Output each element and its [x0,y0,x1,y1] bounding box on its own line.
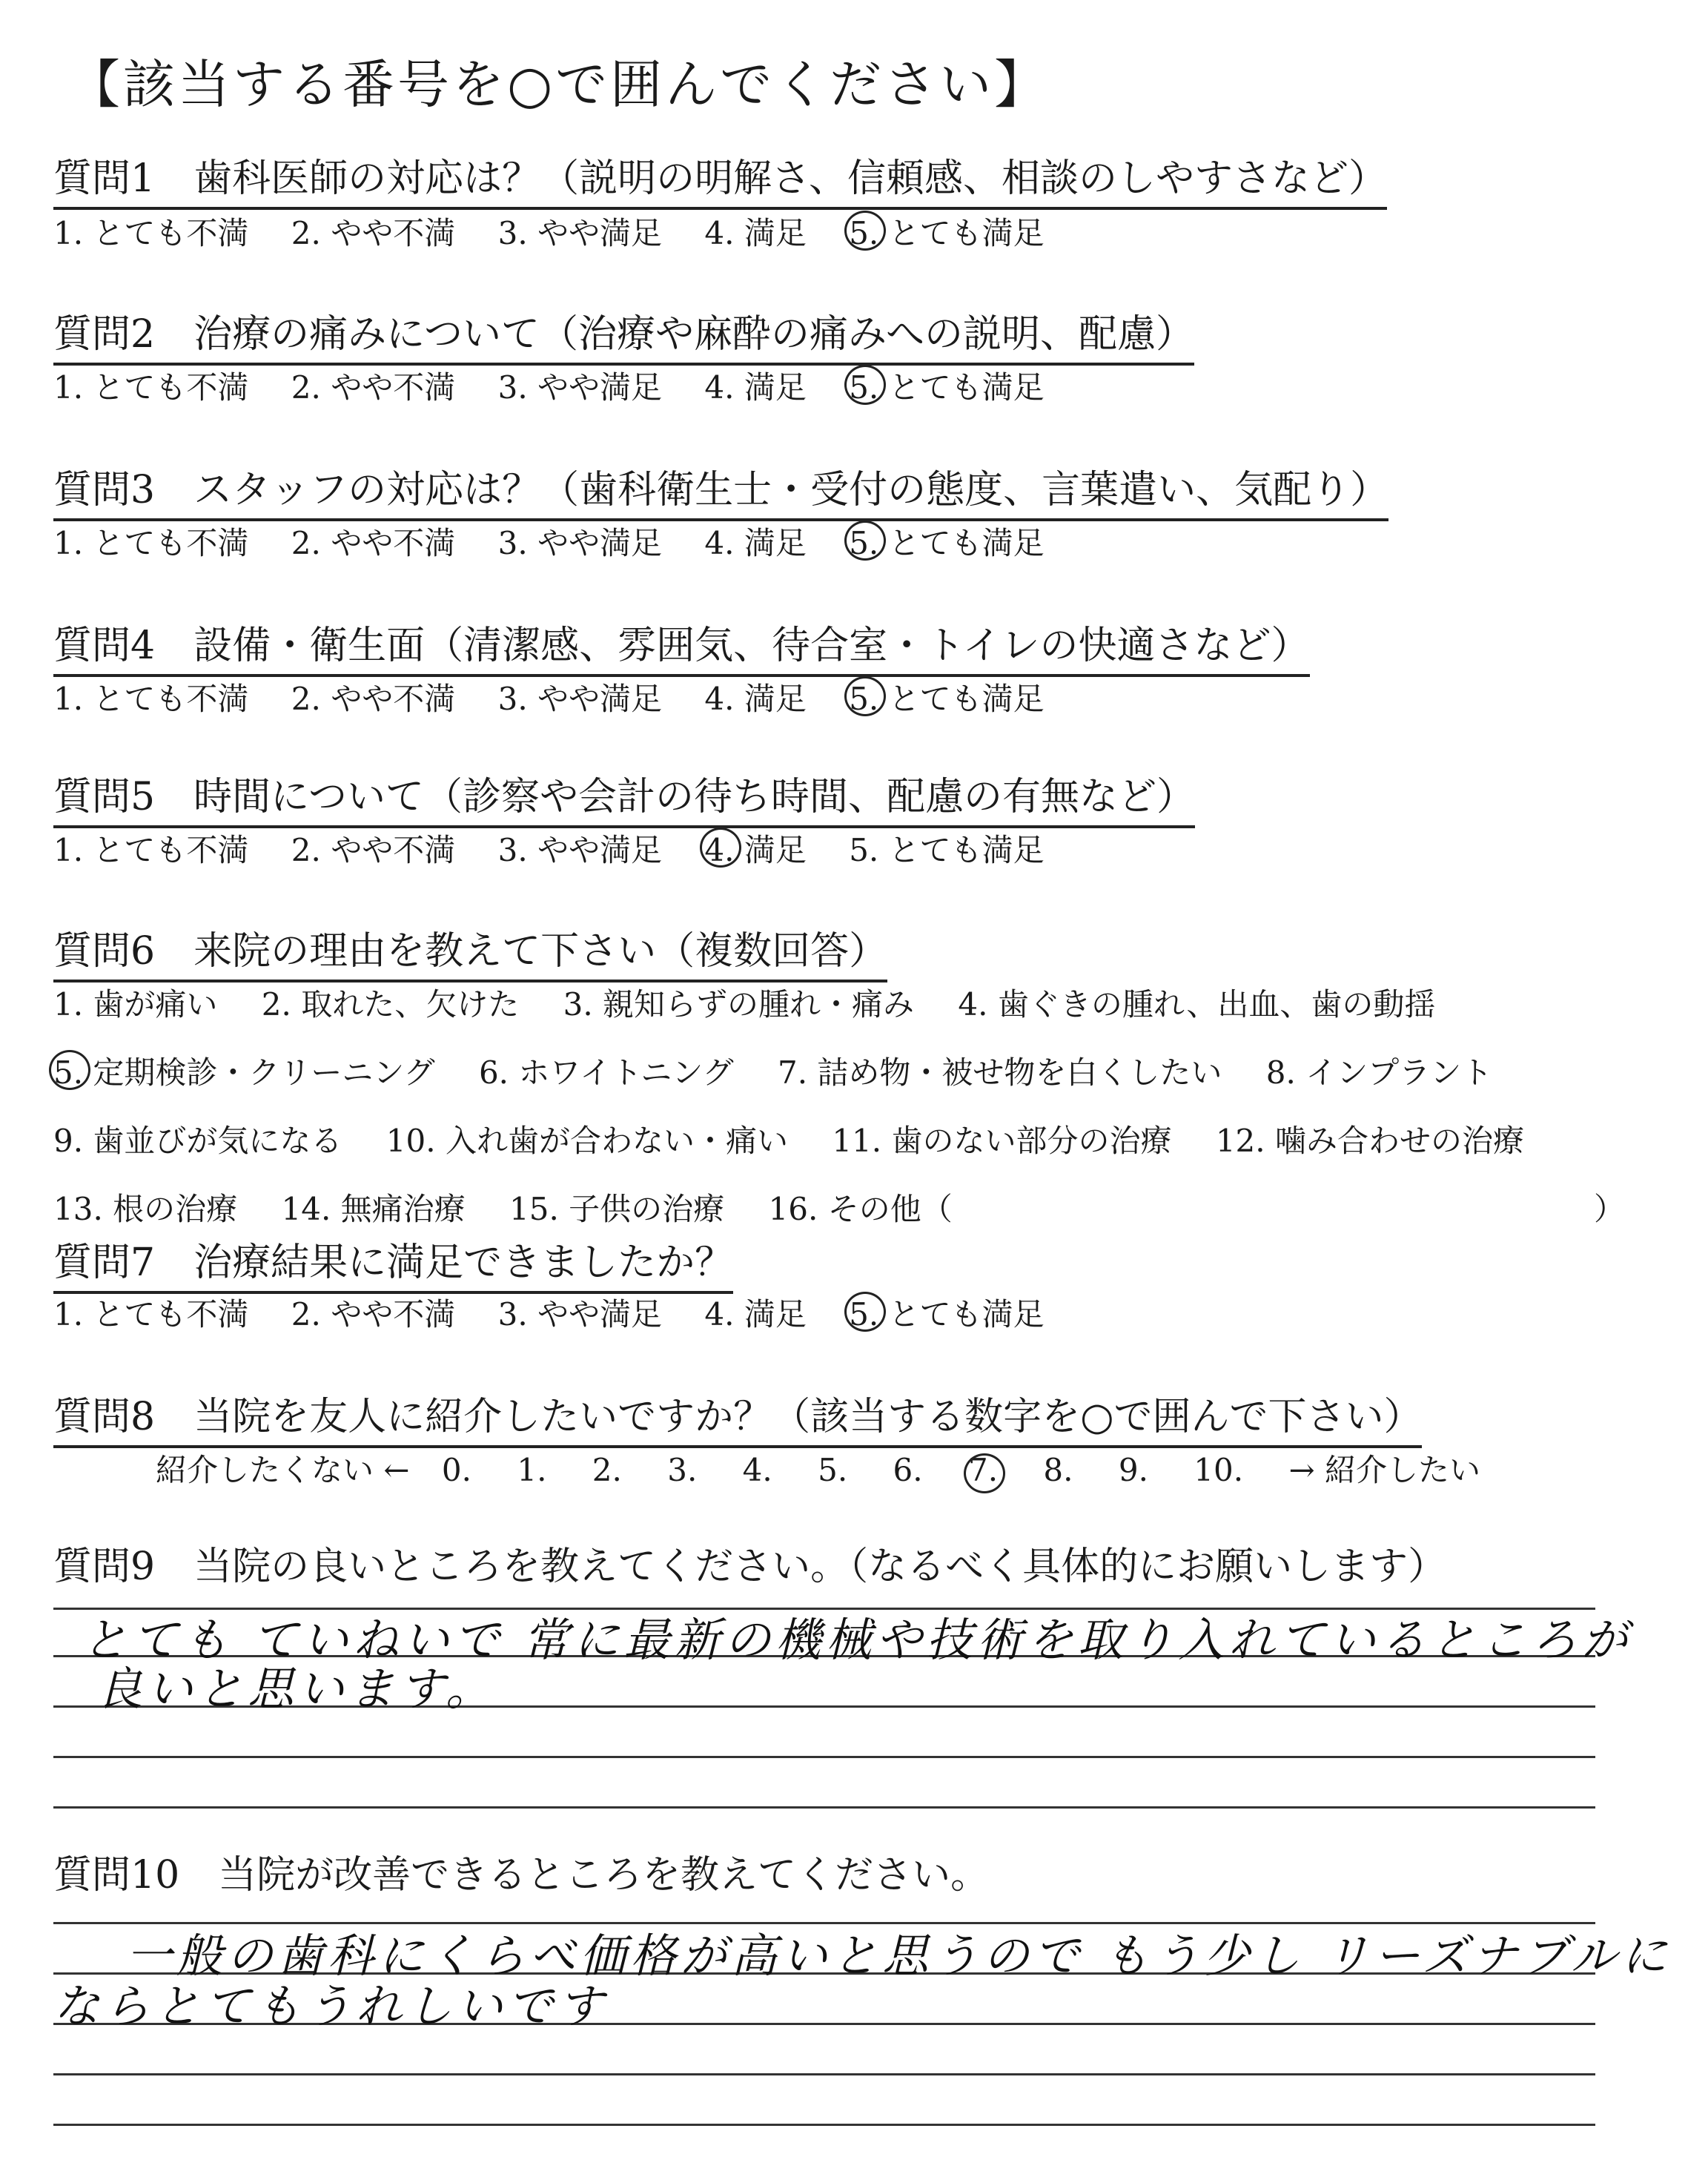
answer-line [53,2124,1595,2126]
option[interactable]: 3. やや満足 [497,215,663,251]
answer-line [53,1756,1595,1758]
option[interactable]: 4. 満足 [704,525,807,561]
nps-option[interactable]: 7. [967,1452,999,1488]
option[interactable]: 3. やや満足 [497,681,663,717]
reason-option[interactable]: 8. インプラント [1265,1054,1493,1091]
q9-answer-line-1[interactable]: とても ていねいで 常に最新の機械や技術を取り入れているところが [82,1613,1632,1667]
option[interactable]: 2. やや不満 [291,369,456,406]
question-10: 質問10 当院が改善できるところを教えてください。 [53,1853,990,1898]
reason-option[interactable]: 16. その他（ [768,1191,953,1227]
reason-option[interactable]: 12. 噛み合わせの治療 [1215,1123,1524,1159]
option[interactable]: 5. とても満足 [849,519,1044,564]
question-2-options [53,363,1077,408]
nps-option[interactable]: 0. [441,1452,471,1488]
option[interactable]: 3. やや満足 [497,525,663,561]
nps-left-label: 紹介したくない ← [156,1452,410,1488]
option[interactable]: 2. やや不満 [291,832,456,868]
reason-row [53,1117,1558,1185]
reason-option[interactable]: 13. 根の治療 [53,1191,238,1227]
answer-line [53,1806,1595,1809]
question-5: 質問5 時間について（診察や会計の待ち時間、配慮の有無など） [53,765,1195,828]
option[interactable]: 2. やや不満 [291,215,456,251]
option[interactable]: 5. とても満足 [849,1290,1044,1335]
nps-option[interactable]: 1. [517,1452,547,1488]
option[interactable]: 4. 満足 [704,215,807,251]
option[interactable]: 4. 満足 [704,826,806,871]
option[interactable]: 3. やや満足 [497,369,663,406]
reason-option[interactable]: 9. 歯並びが気になる [53,1123,342,1159]
nps-option[interactable]: 9. [1118,1452,1148,1488]
option[interactable]: 2. やや不満 [291,1296,456,1332]
reason-option[interactable]: 5. 定期検診・クリーニング [53,1048,435,1093]
option[interactable]: 1. とても不満 [53,832,249,868]
reason-option[interactable]: 4. 歯ぐきの腫れ、出血、歯の動揺 [958,986,1436,1023]
nps-option[interactable]: 3. [667,1452,698,1488]
nps-scale [156,1446,1503,1490]
page-title: 【該当する番号を○で囲んでください】 [68,54,1050,115]
question-4-options [53,675,1077,719]
q10-answer-line-2[interactable]: ならとてもうれしいです [53,1979,609,2033]
option[interactable]: 1. とても不満 [53,525,249,561]
question-7: 質問7 治療結果に満足できましたか？ [53,1231,733,1294]
question-7-options [53,1290,1077,1335]
option[interactable]: 5. とても満足 [849,363,1044,408]
reason-option[interactable]: 6. ホワイトニング [478,1054,734,1091]
question-9: 質問9 当院の良いところを教えてください。（なるべく具体的にお願いします） [53,1545,1447,1589]
option[interactable]: 3. やや満足 [497,1296,663,1332]
question-8: 質問8 当院を友人に紹介したいですか？（該当する数字を○で囲んで下さい） [53,1385,1422,1448]
reason-option[interactable]: 7. 詰め物・被せ物を白くしたい [777,1054,1222,1091]
question-1-options [53,209,1077,254]
reason-option[interactable]: 1. 歯が痛い [53,986,218,1023]
q10-answer-line-1[interactable]: 一般の歯科にくらべ価格が高いと思うので もう少し リーズナブルに [126,1929,1672,1983]
question-6-options [53,980,1558,1253]
reason-option[interactable]: 2. 取れた、欠けた [261,986,520,1023]
nps-option[interactable]: 8. [1043,1452,1073,1488]
option[interactable]: 1. とても不満 [53,1296,249,1332]
nps-option[interactable]: 5. [818,1452,848,1488]
nps-option[interactable]: 4. [742,1452,772,1488]
reason-option[interactable]: 11. 歯のない部分の治療 [832,1123,1172,1159]
question-1: 質問1 歯科医師の対応は？（説明の明解さ、信頼感、相談のしやすさなど） [53,147,1387,210]
nps-option[interactable]: 2. [592,1452,622,1488]
question-3-options [53,519,1077,564]
option[interactable]: 4. 満足 [704,681,807,717]
reason-option[interactable]: 14. 無痛治療 [281,1191,466,1227]
question-6: 質問6 来院の理由を教えて下さい（複数回答） [53,919,887,982]
question-2: 質問2 治療の痛みについて（治療や麻酔の痛みへの説明、配慮） [53,303,1194,366]
option[interactable]: 5. とても満足 [849,675,1044,719]
option[interactable]: 4. 満足 [704,369,807,406]
question-4: 質問4 設備・衛生面（清潔感、雰囲気、待合室・トイレの快適さなど） [53,614,1310,677]
answer-line [53,2073,1595,2075]
option[interactable]: 3. やや満足 [497,832,663,868]
option[interactable]: 5. とても満足 [849,832,1045,868]
option[interactable]: 2. やや不満 [291,681,456,717]
option[interactable]: 5. とても満足 [849,209,1044,254]
option[interactable]: 1. とても不満 [53,681,249,717]
reason-option[interactable]: 3. 親知らずの腫れ・痛み [563,986,915,1023]
reason-option[interactable]: 15. 子供の治療 [509,1191,725,1227]
question-3: 質問3 スタッフの対応は？（歯科衛生士・受付の態度、言葉遣い、気配り） [53,458,1388,521]
reason-row [53,980,1558,1048]
q9-answer-line-2[interactable]: 良いと思います。 [96,1662,497,1716]
reason-option[interactable]: 10. 入れ歯が合わない・痛い [385,1123,788,1159]
option[interactable]: 1. とても不満 [53,369,249,406]
nps-right-label: → 紹介したい [1288,1452,1480,1488]
nps-option[interactable]: 6. [893,1452,923,1488]
nps-option[interactable]: 10. [1194,1452,1244,1488]
reason-row [53,1048,1558,1117]
option[interactable]: 1. とても不満 [53,215,249,251]
other-close-paren: ） [1594,1191,1626,1227]
option[interactable]: 4. 満足 [704,1296,807,1332]
question-5-options [53,826,1077,871]
option[interactable]: 2. やや不満 [291,525,456,561]
